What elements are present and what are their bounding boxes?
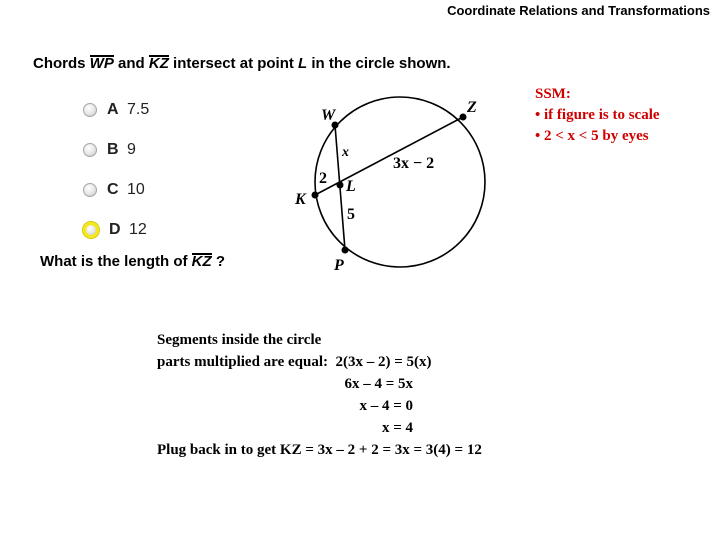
ssm-line: • 2 < x < 5 by eyes [535,128,649,144]
radio-icon[interactable] [83,103,97,117]
solution-line: Segments inside the circle [157,332,322,348]
choice-d[interactable] [83,210,149,250]
choice-value: 10 [127,181,145,198]
choice-letter: C [107,181,119,198]
solution-line: x = 4 [157,420,414,436]
choice-letter: D [109,221,121,238]
choice-c[interactable] [83,170,149,210]
ask-text [40,253,225,270]
question-suffix: in the circle shown. [307,55,451,72]
solution-line: x – 4 = 0 [157,398,414,414]
ask-prefix: What is the length of [40,253,192,270]
label-w: W [321,107,336,124]
page-header: Coordinate Relations and Transformations [447,3,710,18]
chord-wp: WP [89,55,114,72]
choice-letter: B [107,141,119,158]
ssm-title: SSM: [535,86,571,102]
chord-kz: KZ [148,55,169,72]
answer-choices [83,90,149,250]
choice-value: 7.5 [127,101,150,118]
solution-line: parts multiplied are equal: 2(3x – 2) = 5(x) [157,354,432,370]
choice-value: 9 [127,141,136,158]
radio-icon[interactable] [83,183,97,197]
segment-label-x: x [342,145,349,160]
circle-figure [285,88,505,278]
choice-b[interactable] [83,130,149,170]
solution-line: 6x – 4 = 5x [157,376,414,392]
question-and: and [113,55,149,72]
solution-line: Plug back in to get KZ = 3x – 2 + 2 = 3x = 3(4) = 12 [157,442,482,458]
segment-kz: KZ [191,253,212,270]
label-p: P [334,257,344,274]
label-z: Z [467,99,477,116]
choice-letter: A [107,101,119,118]
choice-value: 12 [129,221,147,238]
segment-label-3x-minus-2: 3x − 2 [393,155,435,172]
question-text [33,55,451,72]
choice-a[interactable] [83,90,149,130]
segment-label-5: 5 [347,206,355,223]
point-k-dot [312,192,319,199]
point-l-dot [337,182,344,189]
segment-label-2: 2 [319,170,327,187]
question-middle: intersect at point [168,55,299,72]
point-p-dot [342,247,349,254]
question-prefix: Chords [33,55,90,72]
label-k: K [295,191,306,208]
label-l: L [346,178,356,195]
ssm-note [535,84,660,147]
solution-text [157,329,482,461]
ask-suffix: ? [211,253,225,270]
point-l: L [298,55,308,72]
point-z-dot [460,114,467,121]
ssm-line: • if figure is to scale [535,107,660,123]
radio-selected-icon[interactable] [83,222,99,238]
radio-icon[interactable] [83,143,97,157]
